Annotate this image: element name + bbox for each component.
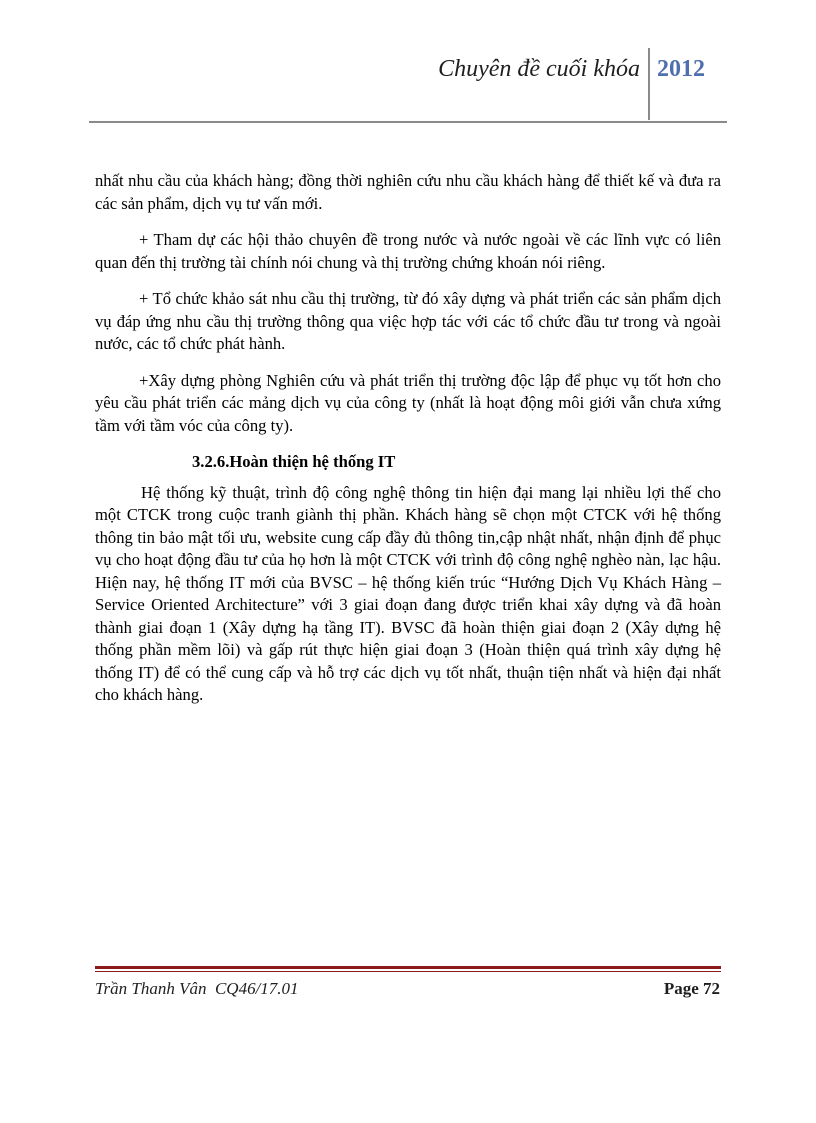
page-number: Page 72: [663, 979, 720, 998]
paragraph-market-survey: + Tổ chức khảo sát nhu cầu thị trường, từ đó xây dựng và phát triển các sản phẩm dịch vụ đáp ứng nhu cầu thị trường thông qua việc hợp tác với các tổ chức đầu tư trong và ngoài nước, các tổ chức phát hành.: [95, 289, 721, 353]
footer-rule-thin: [95, 971, 721, 972]
paragraph-continuation: nhất nhu cầu của khách hàng; đồng thời nghiên cứu nhu cầu khách hàng để thiết kế và đưa ra các sản phẩm, dịch vụ tư vấn mới.: [95, 171, 721, 213]
page-header: [0, 0, 816, 125]
footer-author: Trần Thanh Vân CQ46/17.01: [95, 979, 299, 998]
document-title: Chuyên đề cuối khóa: [438, 56, 640, 82]
paragraph-it-system: Hệ thống kỹ thuật, trình độ công nghệ thông tin hiện đại mang lại nhiều lợi thế cho một CTCK trong cuộc tranh giành thị phần. Khách hàng sẽ chọn một CTCK với hệ thống thông tin bảo mật tối ưu, website cung cấp đầy đủ thông tin,cập nhật nhất, nhận định để phục vụ cho hoạt động đầu tư của họ hơn là một CTCK với trình độ công nghệ nghèo nàn, lạc hậu. Hiện nay, hệ thống IT mới của BVSC – hệ thống kiến trúc “Hướng Dịch Vụ Khách Hàng – Service Oriented Architecture” với 3 giai đoạn đang được triển khai xây dựng và đã hoàn thành giai đoạn 1 (Xây dựng hạ tầng IT). BVSC đã hoàn thiện giai đoạn 2 (Xây dựng hệ thống phần mềm lõi) và gấp rút thực hiện giai đoạn 3 (Hoàn thiện quá trình xây dựng hệ thống IT) để có thể cung cấp và hỗ trợ các dịch vụ tốt nhất, thuận tiện nhất và hiện đại nhất cho khách hàng.: [95, 482, 721, 704]
document-year: 2012: [657, 56, 705, 82]
page-body: [95, 170, 721, 707]
section-heading: 3.2.6.Hoàn thiện hệ thống IT: [192, 452, 396, 471]
paragraph-conferences: + Tham dự các hội thảo chuyên đề trong nước và nước ngoài về các lĩnh vực có liên quan đến thị trường tài chính nói chung và thị trường chứng khoán nói riêng.: [95, 230, 721, 272]
header-divider-horizontal: [89, 121, 727, 123]
header-divider-vertical: [648, 48, 650, 120]
paragraph-research-department: +Xây dựng phòng Nghiên cứu và phát triển thị trường độc lập để phục vụ tốt hơn cho yêu cầu phát triển các mảng dịch vụ của công ty (nhất là hoạt động môi giới vẫn chưa xứng tầm với tầm vóc của công ty).: [95, 370, 721, 435]
footer-rule-thick: [95, 966, 721, 969]
